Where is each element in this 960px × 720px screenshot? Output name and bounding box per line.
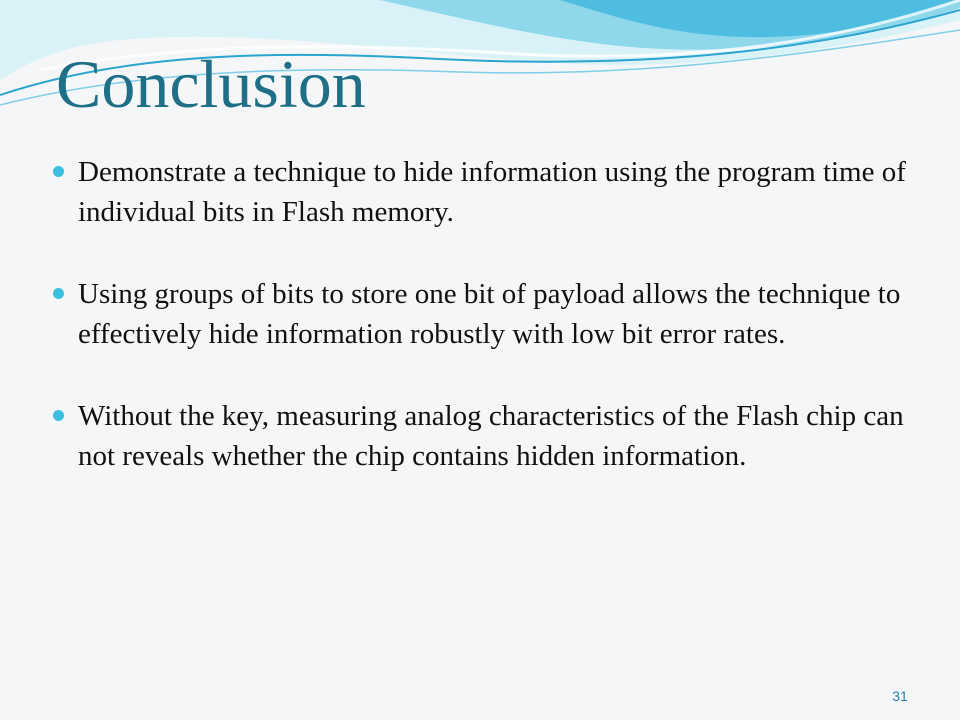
bullet-text: Without the key, measuring analog characteristics of the Flash chip can not reveals whether the chip contains hidden information. [78, 400, 904, 472]
page-number: 31 [892, 688, 908, 704]
bullet-dot-icon [53, 410, 64, 421]
bullet-dot-icon [53, 166, 64, 177]
bullet-list [50, 152, 930, 518]
bullet-dot-icon [53, 288, 64, 299]
bullet-item [50, 152, 930, 232]
bullet-text: Demonstrate a technique to hide information using the program time of individual bits in Flash memory. [78, 156, 906, 228]
slide-title: Conclusion [56, 46, 366, 122]
bullet-item [50, 274, 930, 354]
bullet-item [50, 396, 930, 476]
bullet-text: Using groups of bits to store one bit of payload allows the technique to effectively hide information robustly with low bit error rates. [78, 278, 901, 350]
